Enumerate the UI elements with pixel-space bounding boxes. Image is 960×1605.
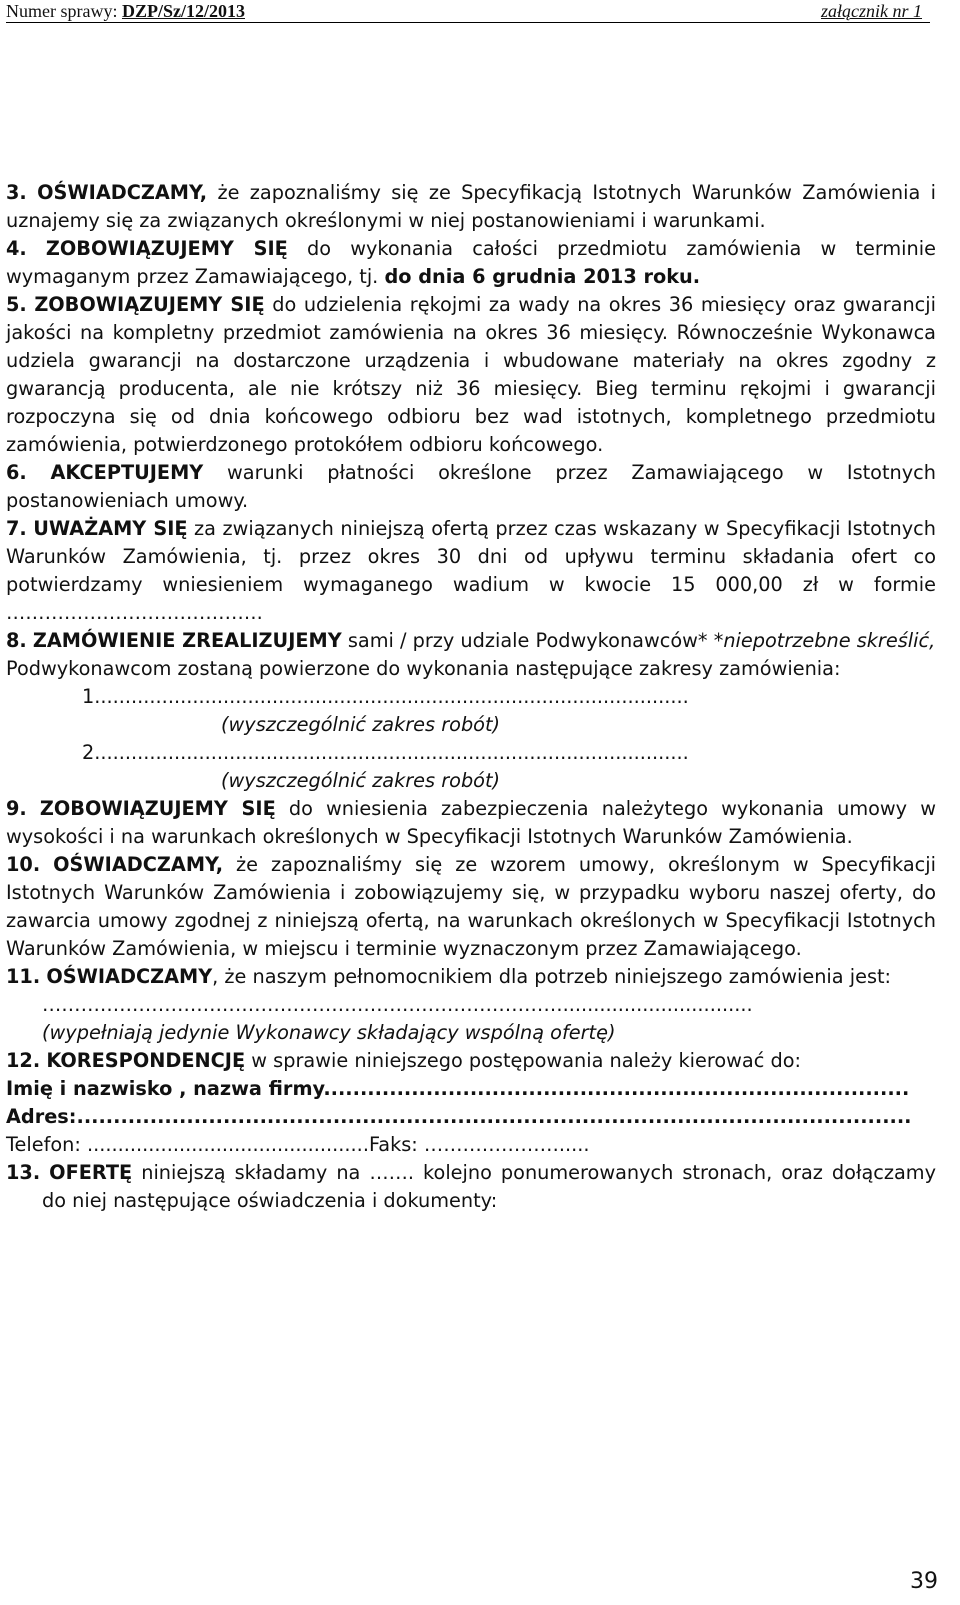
item-9 bbox=[6, 795, 936, 851]
item-text: że zapoznaliśmy się ze wzorem umowy, określonym w Specyfikacji Istotnych Warunków Zamówienia i zobowiązujemy się, w przypadku wyboru naszej oferty, do zawarcia umowy zgodnej z niniejszą ofertą, na warunkach określonych w Specyfikacji Istotnych Warunków Zamówienia, w miejscu i terminie wyznaczonym przez Zamawiającego. bbox=[6, 853, 936, 960]
item-text: warunki płatności określone przez Zamawiającego w Istotnych postanowieniach umowy. bbox=[6, 461, 936, 512]
document-body bbox=[6, 179, 936, 1215]
item-number: 6. bbox=[6, 461, 27, 484]
item-text: w sprawie niniejszego postępowania należy kierować do: bbox=[245, 1049, 801, 1072]
proxy-line: ………………………………………………………………………............................... bbox=[42, 993, 753, 1016]
phone-field-line: Telefon: ..............................................Faks: …………………..... bbox=[6, 1133, 590, 1156]
name-field-label: Imię i nazwisko , nazwa firmy................................................................................ bbox=[6, 1077, 910, 1100]
deadline-date: do dnia 6 grudnia 2013 roku. bbox=[384, 265, 701, 288]
page-number: 39 bbox=[910, 1569, 938, 1594]
item-10 bbox=[6, 851, 936, 963]
item-12 bbox=[6, 1047, 936, 1075]
item-text: do wniesienia zabezpieczenia należytego wykonania umowy w wysokości i na warunkach określonych w Specyfikacji Istotnych Warunków Zamówienia. bbox=[6, 797, 936, 848]
scope-line-1: 1................................................................................................. bbox=[82, 685, 689, 708]
scope-line-2: 2................................................................................................. bbox=[82, 741, 689, 764]
item-keyword: OŚWIADCZAMY bbox=[46, 965, 213, 988]
item-keyword: OFERTĘ bbox=[49, 1161, 133, 1184]
item-keyword: OŚWIADCZAMY, bbox=[53, 853, 224, 876]
item-number: 11. bbox=[6, 965, 41, 988]
scope-hint-1 bbox=[6, 711, 936, 739]
attachment-label: załącznik nr 1 bbox=[821, 1, 922, 21]
item-text: do wykonania całości przedmiotu zamówienia w terminie wymaganym przez Zamawiającego, tj. bbox=[6, 237, 936, 288]
item-footnote: *niepotrzebne skreślić, bbox=[713, 629, 936, 652]
item-keyword: UWAŻAMY SIĘ bbox=[33, 517, 188, 540]
item-keyword: AKCEPTUJEMY bbox=[50, 461, 204, 484]
item-keyword: KORESPONDENCJĘ bbox=[46, 1049, 246, 1072]
item-number: 9. bbox=[6, 797, 27, 820]
item-text: do udzielenia rękojmi za wady na okres 36 miesięcy oraz gwarancji jakości na kompletny przedmiot zamówienia na okres 36 miesięcy. Równocześnie Wykonawca udziela gwarancji na dostarczone urządzenia i wbudowane materiały na okres zgodny z gwarancją producenta, ale nie krótszy niż 36 miesięcy. Bieg terminu rękojmi i gwarancji rozpoczyna się od dnia końcowego odbioru bez wad istotnych, kompletnego przedmiotu zamówienia, potwierdzonego protokółem odbioru końcowego. bbox=[6, 293, 936, 456]
proxy-hint bbox=[6, 1019, 936, 1047]
subcontractor-scope-text: Podwykonawcom zostaną powierzone do wykonania następujące zakresy zamówienia: bbox=[6, 657, 841, 680]
scope-hint-2 bbox=[6, 767, 936, 795]
item-keyword: ZAMÓWIENIE ZREALIZUJEMY bbox=[32, 629, 342, 652]
item-text: że zapoznaliśmy się ze Specyfikacją Istotnych Warunków Zamówienia i uznajemy się za związanych określonymi w niej postanowieniami i warunkami. bbox=[6, 181, 936, 232]
item-8 bbox=[6, 627, 936, 655]
item-text: sami / przy udziale Podwykonawców* bbox=[341, 629, 714, 652]
item-3 bbox=[6, 179, 936, 235]
item-6 bbox=[6, 459, 936, 515]
item-keyword: ZOBOWIĄZUJEMY SIĘ bbox=[45, 237, 288, 260]
name-field-line bbox=[6, 1075, 936, 1103]
item-11 bbox=[6, 963, 936, 991]
item-number: 7. bbox=[6, 517, 27, 540]
item-number: 10. bbox=[6, 853, 41, 876]
address-field-line bbox=[6, 1103, 936, 1131]
scope-hint-text: (wyszczególnić zakres robót) bbox=[221, 769, 501, 792]
address-field-label: Adres:.................................................................................................................. bbox=[6, 1105, 912, 1128]
item-number: 5. bbox=[6, 293, 27, 316]
proxy-hint-text: (wypełniają jedynie Wykonawcy składający wspólną ofertę) bbox=[42, 1021, 616, 1044]
item-text: za związanych niniejszą ofertą przez czas wskazany w Specyfikacji Istotnych Warunków Zamówienia, tj. przez okres 30 dni od upływu terminu składania ofert co potwierdzamy wniesieniem wymaganego wadium w kwocie 15 000,00 zł w formie …………………………………. bbox=[6, 517, 936, 624]
item-text: niniejszą składamy na ……. kolejno ponumerowanych stronach, oraz dołączamy do niej następujące oświadczenia i dokumenty: bbox=[42, 1161, 936, 1212]
item-number: 13. bbox=[6, 1161, 41, 1184]
case-label: Numer sprawy: bbox=[6, 1, 122, 21]
case-number: DZP/Sz/12/2013 bbox=[121, 1, 245, 21]
item-4 bbox=[6, 235, 936, 291]
item-number: 4. bbox=[6, 237, 27, 260]
page-header bbox=[6, 0, 930, 23]
item-number: 8. bbox=[6, 629, 27, 652]
item-13 bbox=[6, 1159, 936, 1215]
item-text: , że naszym pełnomocnikiem dla potrzeb niniejszego zamówienia jest: bbox=[212, 965, 892, 988]
item-number: 12. bbox=[6, 1049, 41, 1072]
item-keyword: OŚWIADCZAMY, bbox=[37, 181, 208, 204]
item-keyword: ZOBOWIĄZUJEMY SIĘ bbox=[34, 293, 265, 316]
item-keyword: ZOBOWIĄZUJEMY SIĘ bbox=[39, 797, 276, 820]
scope-hint-text: (wyszczególnić zakres robót) bbox=[221, 713, 501, 736]
item-number: 3. bbox=[6, 181, 27, 204]
case-number-line bbox=[6, 0, 245, 22]
item-5 bbox=[6, 291, 936, 459]
item-7 bbox=[6, 515, 936, 627]
